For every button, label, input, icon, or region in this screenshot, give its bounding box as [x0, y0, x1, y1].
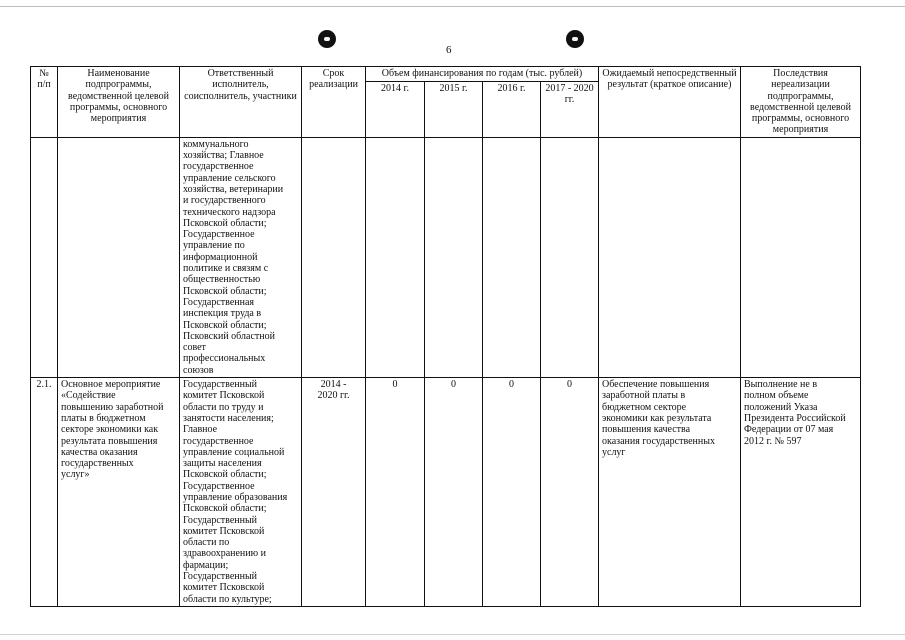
row-num [31, 137, 58, 377]
row-value-2015: 0 [425, 378, 483, 607]
header-num: № п/п [31, 67, 58, 138]
row-consequences [741, 137, 861, 377]
header-result: Ожидаемый непосредственный результат (краткое описание) [599, 67, 741, 138]
page-number: 6 [446, 44, 452, 56]
row-value-2014: 0 [366, 378, 425, 607]
row-period [302, 137, 366, 377]
row-value-2017-2020 [541, 137, 599, 377]
row-num: 2.1. [31, 378, 58, 607]
header-year-2017-2020: 2017 - 2020 гг. [541, 81, 599, 137]
scan-edge-top [0, 6, 905, 7]
row-value-2014 [366, 137, 425, 377]
row-result: Обеспечение повышения заработной платы в бюджетном секторе экономики как результата повышения качества оказания государственных услуг [599, 378, 741, 607]
row-result [599, 137, 741, 377]
table-row [31, 137, 861, 377]
row-name [58, 137, 180, 377]
header-period: Срок реализации [302, 67, 366, 138]
row-name: Основное мероприятие «Содействие повышению заработной платы в бюджетном секторе экономики как результата повышения качества оказания государственных услуг» [58, 378, 180, 607]
row-value-2017-2020: 0 [541, 378, 599, 607]
header-year-2014: 2014 г. [366, 81, 425, 137]
header-name: Наименование подпрограммы, ведомственной целевой программы, основного мероприятия [58, 67, 180, 138]
row-executor: Государственный комитет Псковской области по труду и занятости населения; Главное государственное управление социальной защиты населения Псковской области; Государственное управление образования Псковской области; Государственный комитет Псковской области по здравоохранению и фармации; Государственный комитет Псковской области по культуре; [180, 378, 302, 607]
scan-edge-bottom [0, 634, 905, 635]
punch-hole-left-icon [318, 30, 336, 48]
header-consequences: Последствия нереализации подпрограммы, ведомственной целевой программы, основного мероприятия [741, 67, 861, 138]
header-year-2015: 2015 г. [425, 81, 483, 137]
row-value-2016: 0 [483, 378, 541, 607]
row-executor: коммунального хозяйства; Главное государственное управление сельского хозяйства, ветеринарии и государственного технического надзора Псковской области; Государственное управление по информационной политике и связям с общественностью Псковской области; Государственная инспекция труда в Псковской области; Псковский областной совет профессиональных союзов [180, 137, 302, 377]
header-executor: Ответственный исполнитель, соисполнитель, участники [180, 67, 302, 138]
row-period: 2014 - 2020 гг. [302, 378, 366, 607]
header-funding: Объем финансирования по годам (тыс. рублей) [366, 67, 599, 82]
table-header [31, 67, 861, 138]
row-consequences: Выполнение не в полном объеме положений Указа Президента Российской Федерации от 07 мая 2012 г. № 597 [741, 378, 861, 607]
row-value-2016 [483, 137, 541, 377]
punch-hole-right-icon [566, 30, 584, 48]
table-row [31, 378, 861, 607]
header-year-2016: 2016 г. [483, 81, 541, 137]
program-table [30, 66, 861, 607]
row-value-2015 [425, 137, 483, 377]
